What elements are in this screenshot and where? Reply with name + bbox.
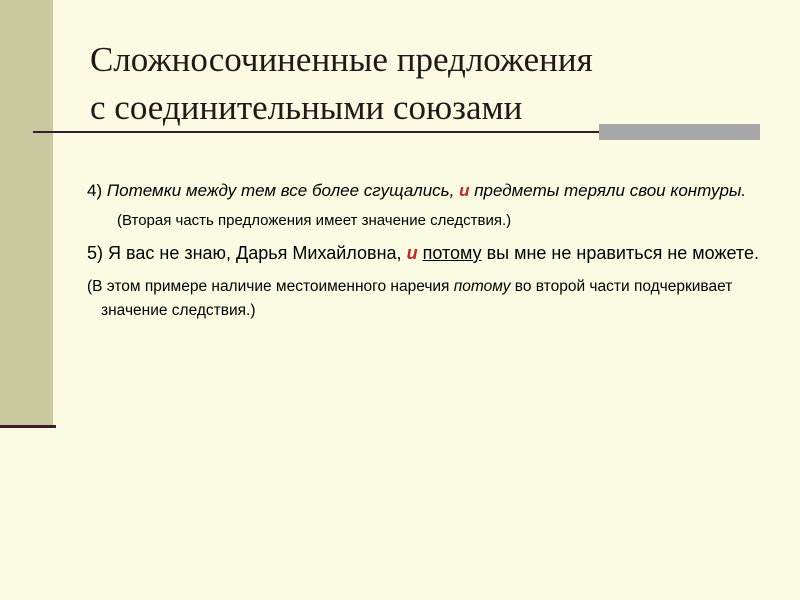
- title-line-1: Сложносочиненные предложения: [90, 40, 593, 79]
- title-underline: [33, 131, 599, 133]
- example-5-note-part1: (В этом примере наличие местоименного наречия: [87, 278, 450, 295]
- decorative-sidebar: [0, 0, 53, 427]
- title-accent-bar: [599, 124, 760, 140]
- example-5-note-italic: потому: [453, 278, 511, 295]
- title-line-2: с соединительными союзами: [90, 88, 523, 127]
- example-4-conjunction: и: [459, 181, 470, 200]
- example-5-number: 5): [87, 243, 104, 263]
- example-5-note: [87, 275, 767, 323]
- example-5-part1: Я вас не знаю, Дарья Михайловна,: [108, 243, 402, 263]
- example-5-conjunction: и: [406, 243, 418, 263]
- example-5-part2: вы мне не нравиться не можете.: [486, 243, 759, 263]
- example-4: [87, 178, 767, 204]
- example-4-part1: Потемки между тем все более сгущались,: [106, 181, 455, 200]
- example-4-number: 4): [87, 181, 103, 200]
- example-5: [87, 240, 767, 267]
- example-5-underlined-word: потому: [422, 243, 482, 263]
- sidebar-divider: [0, 425, 56, 428]
- slide-title: [90, 36, 770, 132]
- slide-content: [87, 178, 767, 323]
- example-4-note: (Вторая часть предложения имеет значение следствия.): [117, 212, 512, 229]
- example-5-note-part2: во второй части подчеркивает значение следствия.): [101, 278, 733, 319]
- example-4-part2: предметы теряли свои контуры.: [474, 181, 747, 200]
